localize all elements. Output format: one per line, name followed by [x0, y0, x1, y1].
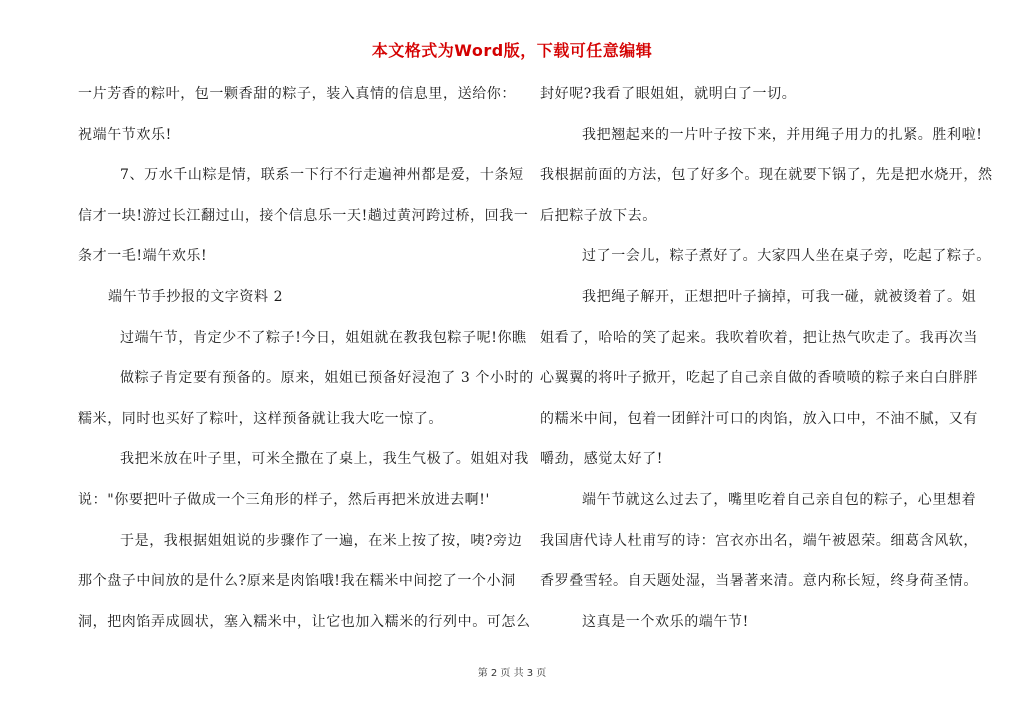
text-line: 祝端午节欢乐! [78, 126, 172, 143]
text-line: 一片芳香的粽叶，包一颗香甜的粽子，装入真情的信息里，送给你： [78, 86, 516, 102]
text-line: 我把米放在叶子里，可米全撒在了桌上，我生气极了。姐姐对我 [120, 451, 529, 468]
text-line: 封好呢?我看了眼姐姐，就明白了一切。 [540, 86, 797, 102]
text-line: 姐看了，哈哈的笑了起来。我吹着吹着，把让热气吹走了。我再次当 [540, 329, 978, 346]
text-line: 心翼翼的将叶子掀开，吃起了自己亲自做的香喷喷的粽子来白白胖胖 [540, 370, 978, 387]
text-line: 糯米，同时也买好了粽叶，这样预备就让我大吃一惊了。 [78, 410, 443, 427]
text-line: 香罗叠雪轻。自天题处湿，当暑著来清。意内称长短，终身荷圣情。 [540, 573, 978, 590]
text-line: 条才一毛!端午欢乐! [78, 248, 208, 265]
text-line: 洞，把肉馅弄成圆状，塞入糯米中，让它也加入糯米的行列中。可怎么 [78, 613, 531, 630]
text-line: 过了一会儿，粽子煮好了。大家四人坐在桌子旁，吃起了粽子。 [582, 248, 991, 265]
right-column [540, 80, 993, 648]
text-line: 7、万水千山粽是情，联系一下行不行走遍神州都是爱，十条短 [120, 167, 524, 184]
text-line: 这真是一个欢乐的端午节! [582, 613, 749, 630]
text-line: 信才一块!游过长江翻过山，接个信息乐一天!趟过黄河跨过桥，回我一 [78, 207, 529, 224]
text-line: 我根据前面的方法，包了好多个。现在就要下锅了，先是把水烧开，然 [540, 167, 993, 184]
text-line: 我把绳子解开，正想把叶子摘掉，可我一碰，就被烫着了。姐 [582, 288, 977, 305]
text-line: 做粽子肯定要有预备的。原来，姐姐已预备好浸泡了 3 个小时的 [120, 370, 534, 387]
text-line: 嚼劲，感觉太好了! [540, 451, 664, 468]
text-line: 过端午节，肯定少不了粽子!今日，姐姐就在教我包粽子呢!你瞧 [120, 329, 527, 346]
page-footer: 第 2 页 共 3 页 [477, 668, 547, 679]
document-banner: 本文格式为Word版，下载可任意编辑 [371, 41, 653, 60]
text-line: 我把翘起来的一片叶子按下来，并用绳子用力的扎紧。胜利啦! [582, 126, 983, 143]
text-line: 后把粽子放下去。 [540, 207, 657, 224]
text-line: 端午节就这么过去了，嘴里吃着自己亲自包的粽子，心里想着 [582, 491, 977, 508]
text-line: 那个盘子中间放的是什么?原来是肉馅哦!我在糯米中间挖了一个小洞 [78, 573, 516, 590]
text-line: 我国唐代诗人杜甫写的诗：宫衣亦出名，端午被恩荣。细葛含风软， [540, 532, 978, 549]
text-line: 于是，我根据姐姐说的步骤作了一遍，在米上按了按，咦?旁边 [120, 532, 523, 549]
text-line: 端午节手抄报的文字资料 2 [108, 288, 284, 305]
left-column [78, 80, 534, 648]
text-line: 的糯米中间，包着一团鲜汁可口的肉馅，放入口中，不油不腻，又有 [540, 410, 978, 427]
text-line: 说："你要把叶子做成一个三角形的样子，然后再把米放进去啊!' [78, 491, 490, 508]
